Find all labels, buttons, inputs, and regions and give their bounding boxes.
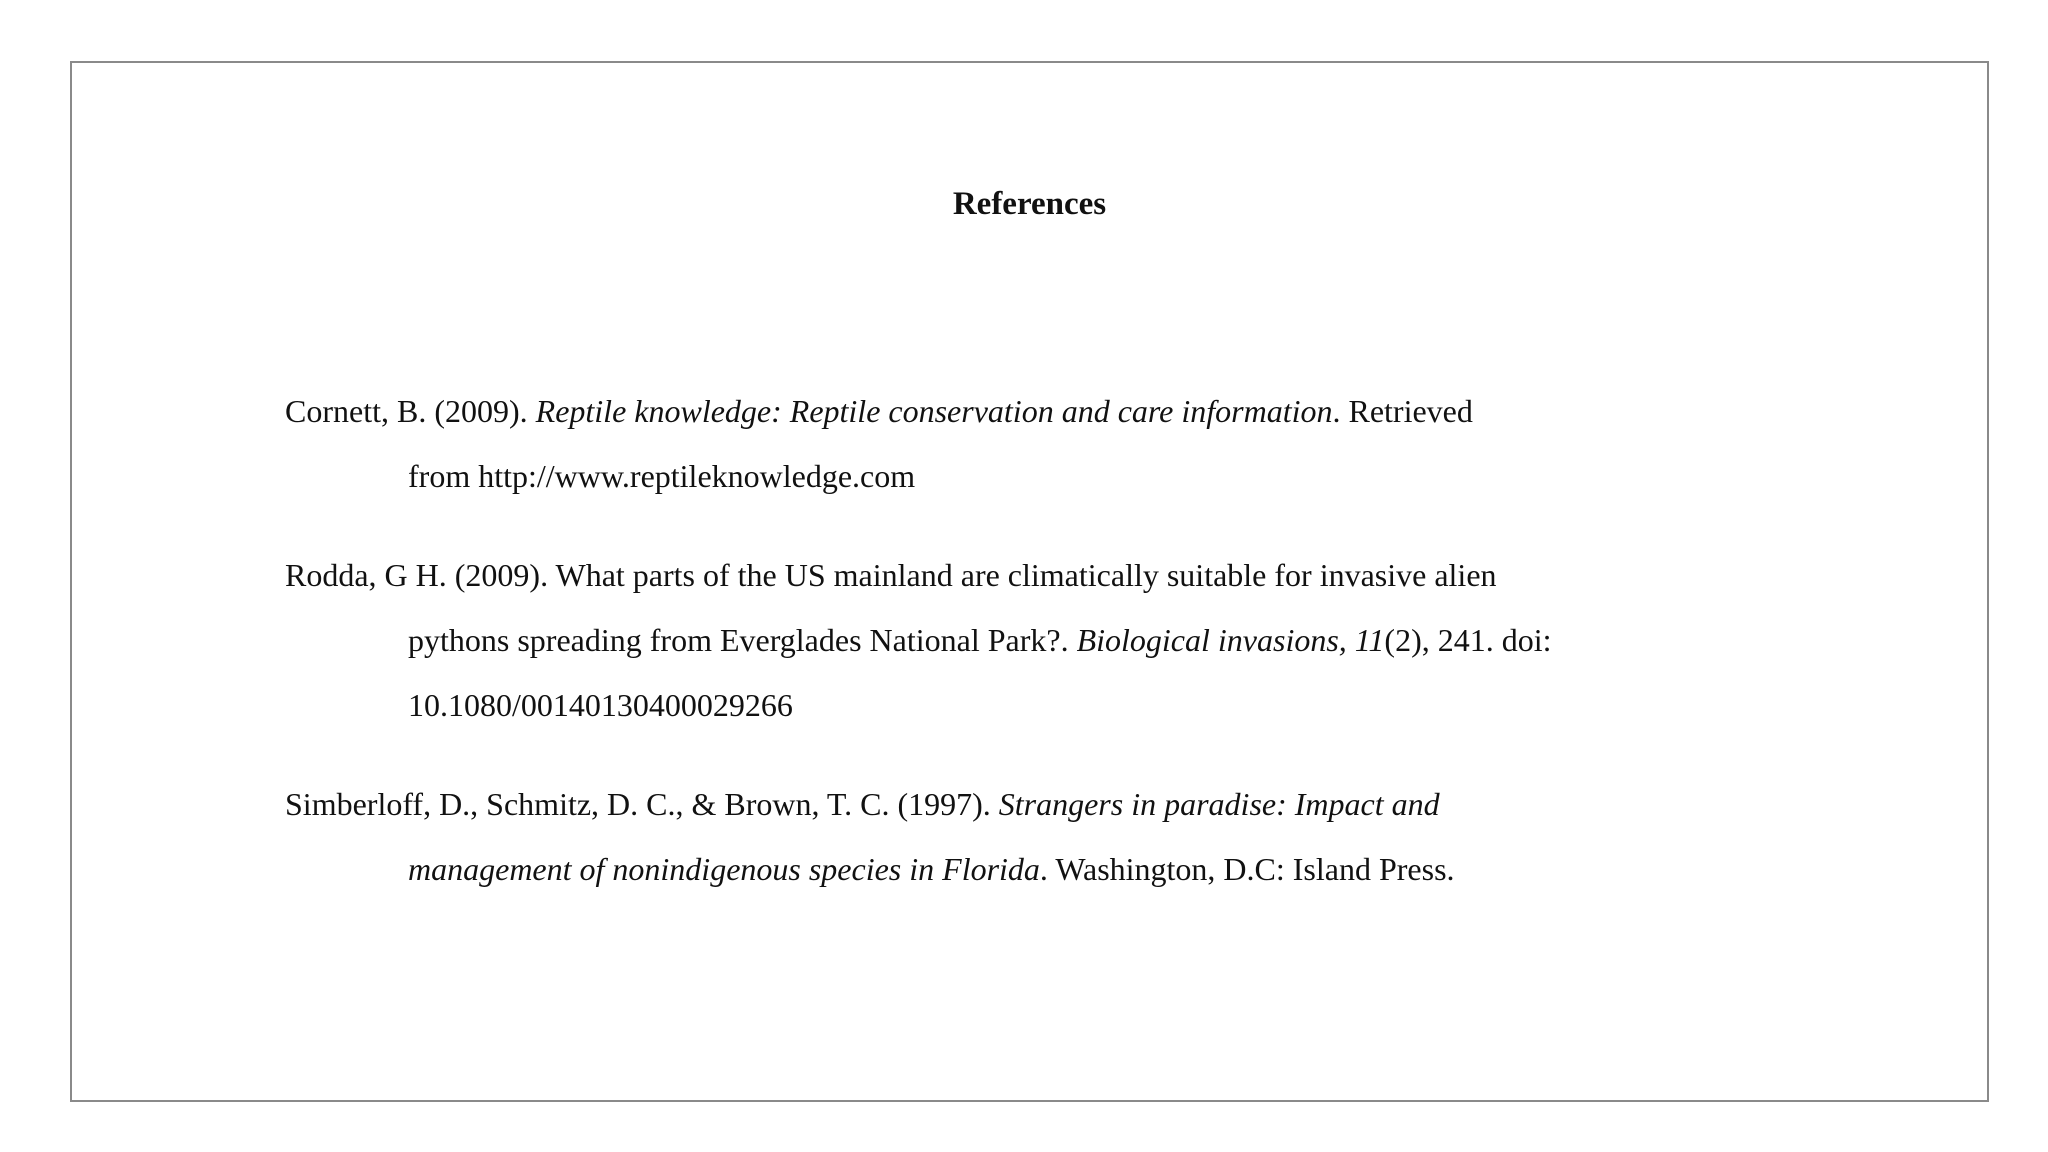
reference-entry-rodda (285, 543, 1945, 738)
reference-line: from http://www.reptileknowledge.com (408, 458, 916, 494)
document-page (70, 61, 1989, 1102)
reference-journal: Biological invasions, 11 (1076, 622, 1385, 658)
reference-line (285, 379, 1945, 444)
reference-authors-date: Simberloff, D., Schmitz, D. C., & Brown, T. C. (1997). (285, 786, 999, 822)
reference-text: pythons spreading from Everglades National Park?. (408, 622, 1077, 658)
reference-line (408, 608, 1945, 673)
reference-line (408, 837, 1945, 902)
reference-line: Rodda, G H. (2009). What parts of the US mainland are climatically suitable for invasive alien (285, 557, 1497, 593)
reference-text: . Washington, D.C: Island Press. (1039, 851, 1455, 887)
reference-entry-simberloff (285, 772, 1945, 902)
reference-text: (2), 241. doi: (1384, 622, 1552, 658)
references-heading: References (952, 186, 1107, 222)
reference-list (285, 379, 1945, 902)
reference-text: . Retrieved (1332, 393, 1473, 429)
reference-title: management of nonindigenous species in Florida (408, 851, 1040, 887)
reference-entry-cornett (285, 379, 1945, 509)
reference-doi: 10.1080/00140130400029266 (408, 687, 793, 723)
reference-authors-date: Cornett, B. (2009). (285, 393, 536, 429)
reference-title: Strangers in paradise: Impact and (998, 786, 1440, 822)
reference-title: Reptile knowledge: Reptile conservation and care information (535, 393, 1333, 429)
reference-line (285, 772, 1945, 837)
